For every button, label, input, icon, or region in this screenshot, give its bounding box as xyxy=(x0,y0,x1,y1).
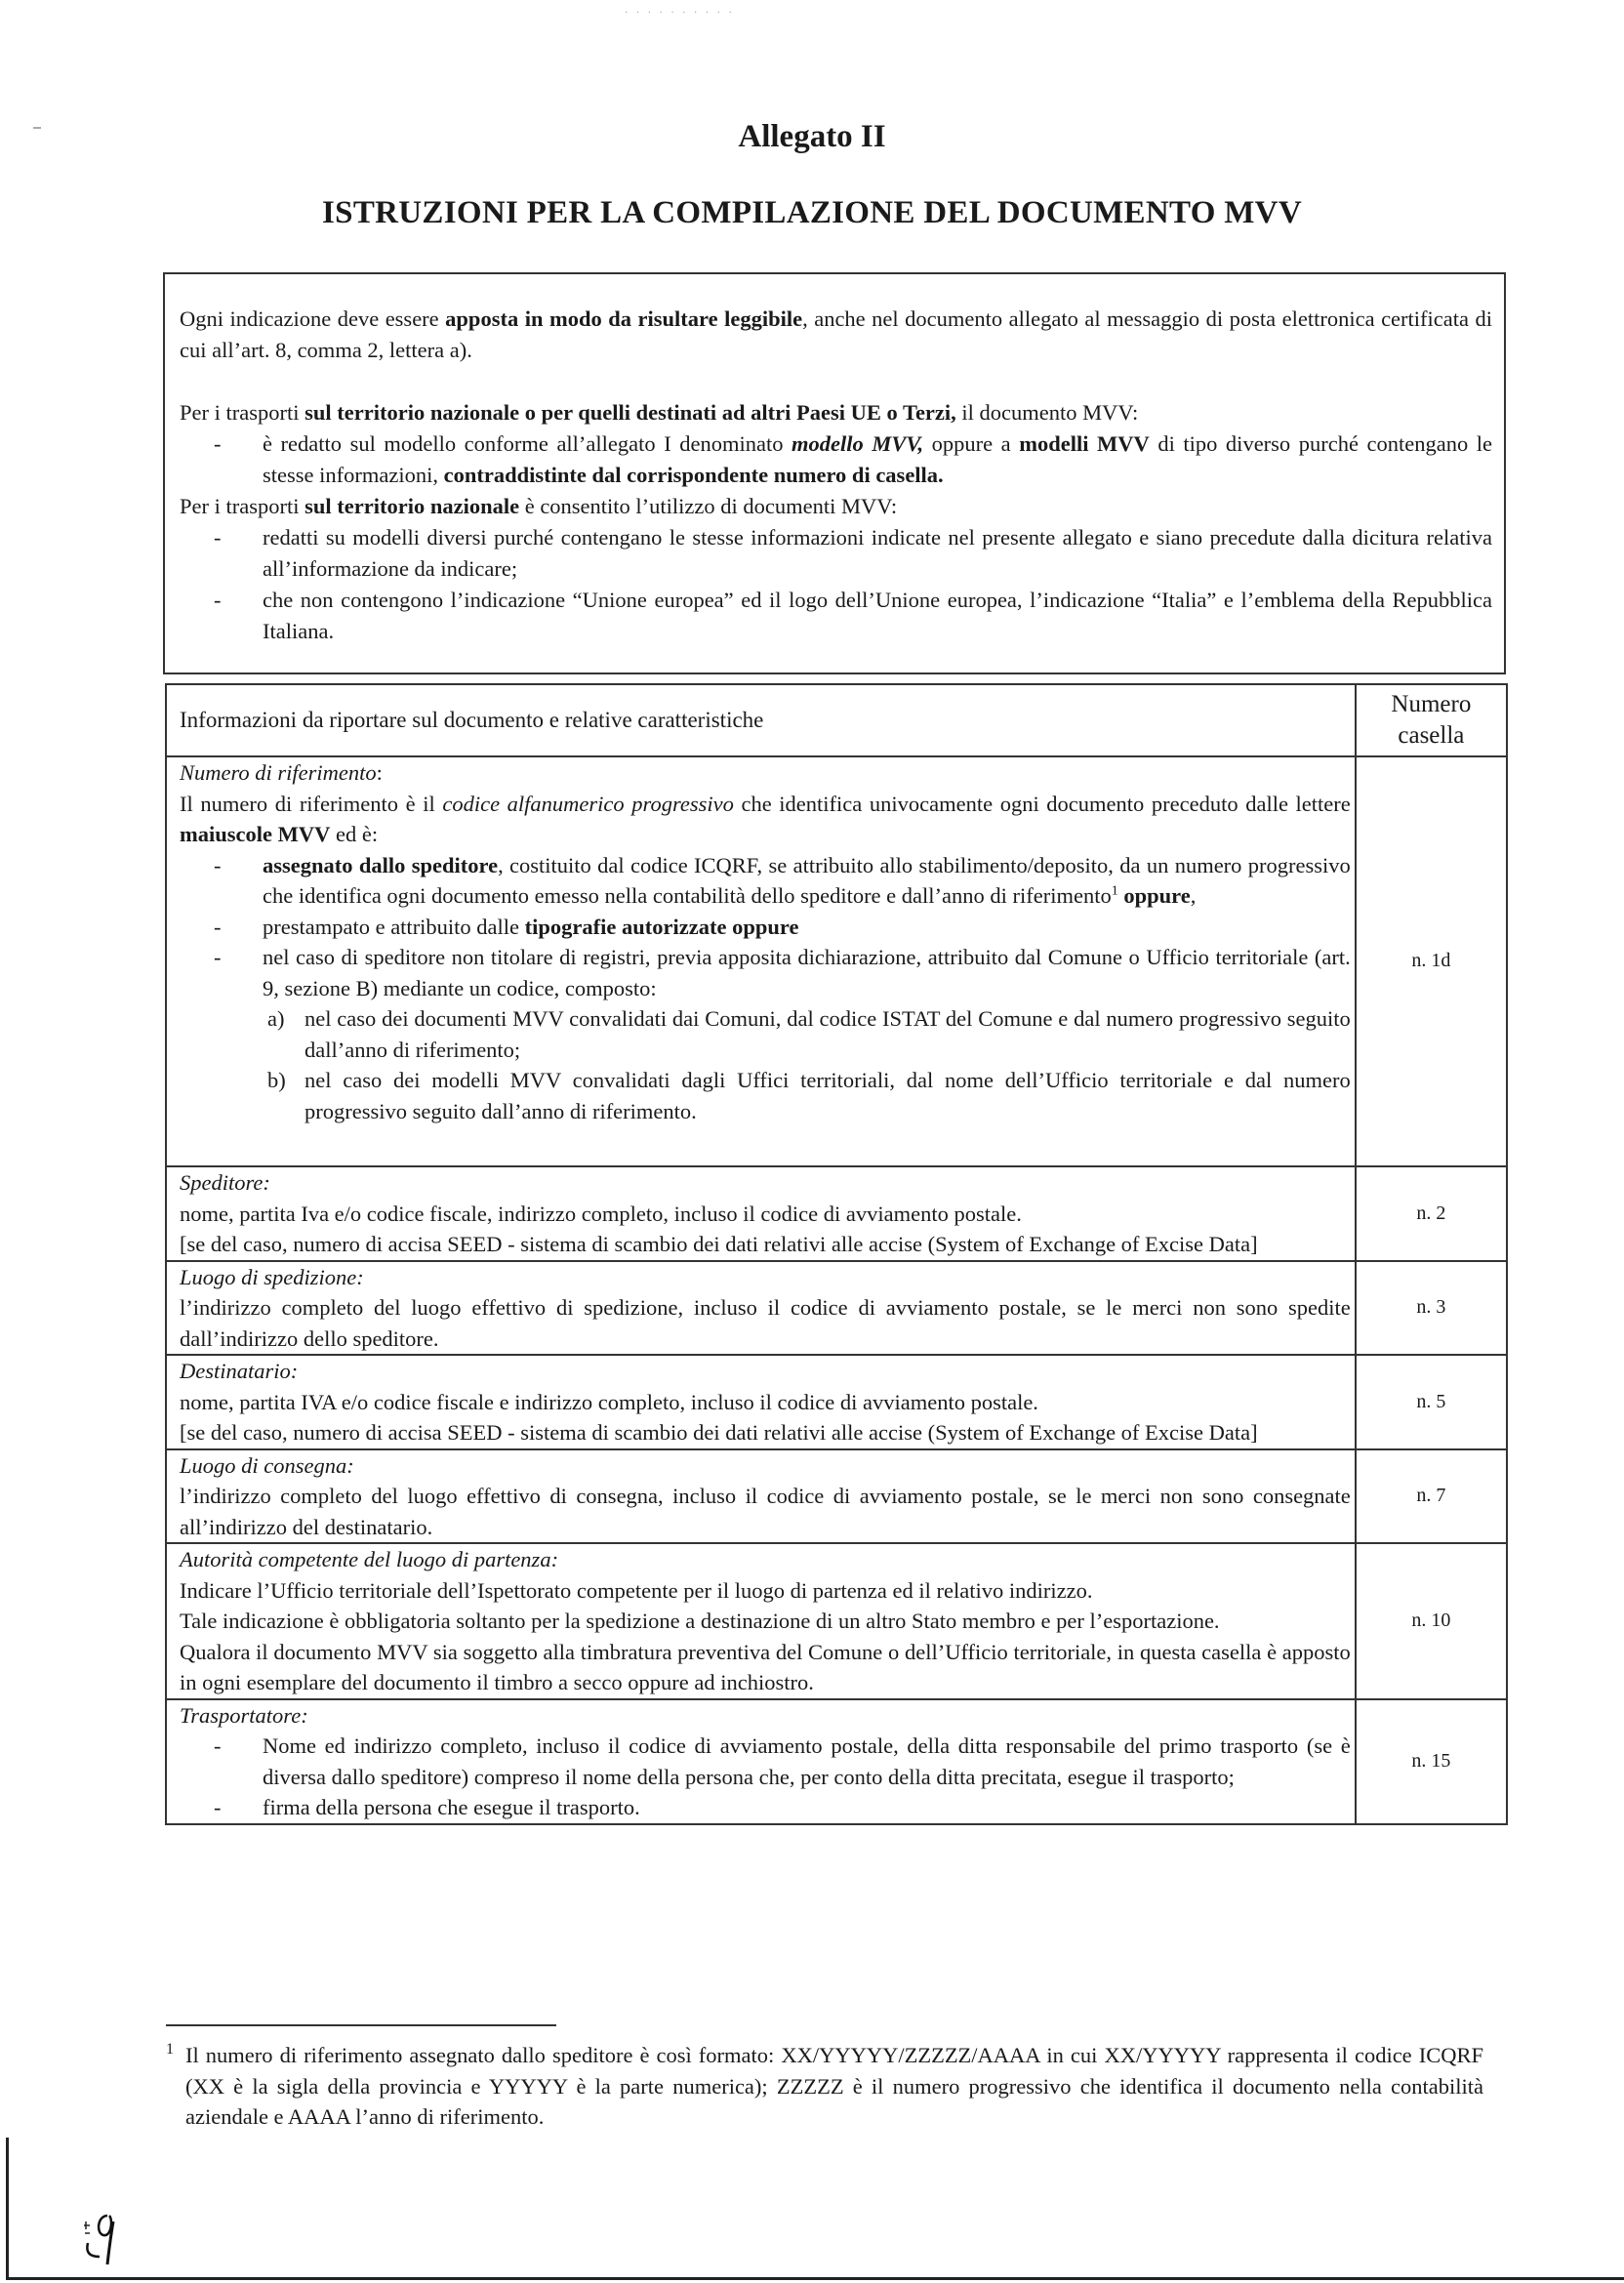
table-row xyxy=(166,1166,1507,1261)
list-item: b) nel caso dei modelli MVV convalidati dagli Uffici territoriali, dal nome dell’Ufficio territoriale e dal numero progressivo seguito dall’anno di riferimento. xyxy=(267,1068,1351,1123)
list-item: - firma della persona che esegue il trasporto. xyxy=(214,1795,640,1819)
list-item: - assegnato dallo speditore, costituito dal codice ICQRF, se attribuito allo stabilimento/deposito, da un numero progressivo che identifica ogni documento emesso nella contabilità dello speditore e dall’anno di riferimento$^1$ oppure, xyxy=(214,852,1351,908)
list-item: - prestampato e attribuito dalle tipografie autorizzate oppure xyxy=(214,914,799,939)
intro-paragraph-legibility: Ogni indicazione deve essere apposta in modo da risultare leggibile, anche nel documento allegato al messaggio di posta elettronica certificata di cui all’art. 8, comma 2, lettera a). xyxy=(180,306,1492,362)
document-title: ISTRUZIONI PER LA COMPILAZIONE DEL DOCUMENTO MVV xyxy=(322,195,1302,230)
scan-artifact-dots: · · · · · · · · · · xyxy=(625,8,735,19)
box-number: n. 2 xyxy=(1356,1166,1507,1261)
list-item: - nel caso di speditore non titolare di registri, previa apposita dichiarazione, attribuito dal Comune o Ufficio territoriale (art. 9, sezione B) mediante un codice, composto: xyxy=(214,945,1351,1000)
list-item: - Nome ed indirizzo completo, incluso il codice di avviamento postale, della ditta responsabile del primo trasporto (se è diversa dallo speditore) compreso il nome della persona che, per conto della ditta precitata, esegue il trasporto; xyxy=(214,1733,1351,1789)
list-item: a) nel caso dei documenti MVV convalidati dai Comuni, dal codice ISTAT del Comune e dal numero progressivo seguito dall’anno di riferimento; xyxy=(267,1006,1351,1062)
list-item: - è redatto sul modello conforme all’allegato I denominato modello MVV, oppure a modelli MVV di tipo diverso purché contengano le stesse informazioni, contraddistinte dal corrispondente numero di casella. xyxy=(214,431,1493,487)
row-description: Numero di riferimento: Il numero di riferimento è il codice alfanumerico progressivo che identifica univocamente ogni documento preceduto dalle lettere maiuscole MVV ed è: - assegnato dallo speditore, costituito dal codice ICQRF, se attribuito allo stabilimento/deposito, da un numero progressivo che identifica ogni documento emesso nella contabilità dello speditore e dall’anno di riferimento$^1$ oppure, - prestampato e attribuito dalle tipografie autorizzate oppure - nel caso di speditore non titolare di registri, previa apposita dichiarazione, attribuito dal Comune o Ufficio territoriale (art. 9, sezione B) mediante un codice, composto: a) nel caso dei documenti MVV convalidati dai Comuni, dal codice ISTAT del Comune e dal numero progressivo seguito dall’anno di riferimento; b) nel caso dei modelli MVV convalidati dagli Uffici territoriali, dal nome dell’Ufficio territoriale e dal numero progressivo seguito dall’anno di riferimento. xyxy=(166,756,1356,1166)
row-description: Autorità competente del luogo di partenza: Indicare l’Ufficio territoriale dell’Ispettorato competente per il luogo di partenza ed il relativo indirizzo. Tale indicazione è obbligatoria soltanto per la spedizione a destinazione di un altro Stato membro e per l’esportazione. Qualora il documento MVV sia soggetto alla timbratura preventiva del Comune o dell’Ufficio territoriale, in questa casella è apposto in ogni esemplare del documento il timbro a secco oppure ad inchiostro. xyxy=(166,1543,1356,1699)
carrier-details-list xyxy=(180,1731,1351,1823)
table-row xyxy=(166,1261,1507,1356)
page-border-bottom xyxy=(6,2277,1624,2280)
page-border-left xyxy=(6,2138,9,2280)
box-number: n. 3 xyxy=(1356,1261,1507,1356)
intro-list-model xyxy=(180,428,1492,491)
code-composition-list xyxy=(180,1003,1351,1126)
row-description: Speditore: nome, partita Iva e/o codice fiscale, indirizzo completo, incluso il codice di avviamento postale. [se del caso, numero di accisa SEED - sistema di scambio dei dati relativi alle accise (System of Exchange of Excise Data] xyxy=(166,1166,1356,1261)
box-number: n. 10 xyxy=(1356,1543,1507,1699)
list-item: - redatti su modelli diversi purché contengano le stesse informazioni indicate nel presente allegato e siano precedute dalla dicitura relativa all’informazione da indicare; xyxy=(214,525,1492,581)
row-description: Luogo di spedizione: l’indirizzo completo del luogo effettivo di spedizione, incluso il codice di avviamento postale, se le merci non sono spedite dall’indirizzo dello speditore. xyxy=(166,1261,1356,1356)
paragraph-spacer xyxy=(180,366,1492,397)
intro-paragraph-national: Per i trasporti sul territorio nazionale è consentito l’utilizzo di documenti MVV: xyxy=(180,494,898,518)
row-description: Luogo di consegna: l’indirizzo completo del luogo effettivo di consegna, incluso il codice di avviamento postale, se le merci non sono consegnate all’indirizzo del destinatario. xyxy=(166,1449,1356,1544)
intro-instructions-box xyxy=(163,272,1506,674)
box-number: n. 5 xyxy=(1356,1355,1507,1449)
column-header-information: Informazioni da riportare sul documento e relative caratteristiche xyxy=(166,684,1356,756)
row-description: Trasportatore: - Nome ed indirizzo completo, incluso il codice di avviamento postale, della ditta responsabile del primo trasporto (se è diversa dallo speditore) compreso il nome della persona che, per conto della ditta precitata, esegue il trasporto; - firma della persona che esegue il trasporto. xyxy=(166,1699,1356,1824)
footnote-mark: 1 xyxy=(166,2041,174,2058)
reference-number-options xyxy=(180,850,1351,1004)
instructions-table xyxy=(165,683,1508,1825)
footnote xyxy=(166,2040,1483,2133)
footnote-reference: 1 xyxy=(1111,883,1118,899)
intro-list-national xyxy=(180,522,1492,647)
footnote-separator xyxy=(166,2024,556,2026)
column-header-box-number: Numero casella xyxy=(1356,684,1507,756)
document-annex-title: Allegato II xyxy=(738,119,886,154)
footnote-text: Il numero di riferimento assegnato dallo speditore è così formato: XX/YYYYY/ZZZZZ/AAAA in cui XX/YYYYY rappresenta il codice ICQRF (XX è la sigla della provincia e YYYYY è la parte numerica); ZZZZZ è il numero progressivo che identifica il documento nella contabilità aziendale e AAAA l’anno di riferimento. xyxy=(185,2043,1483,2129)
table-row xyxy=(166,1543,1507,1699)
box-number: n. 15 xyxy=(1356,1699,1507,1824)
box-number: n. 7 xyxy=(1356,1449,1507,1544)
intro-paragraph-transport-scope: Per i trasporti sul territorio nazionale o per quelli destinati ad altri Paesi UE o Terzi, il documento MVV: xyxy=(180,400,1139,425)
table-row xyxy=(166,1355,1507,1449)
list-item: - che non contengono l’indicazione “Unione europea” ed il logo dell’Unione europea, l’indicazione “Italia” e l’emblema della Repubblica Italiana. xyxy=(214,588,1492,643)
table-row xyxy=(166,756,1507,1166)
handwritten-page-number-icon xyxy=(80,2204,127,2272)
box-number: n. 1d xyxy=(1356,756,1507,1166)
table-row xyxy=(166,1449,1507,1544)
row-description: Destinatario: nome, partita IVA e/o codice fiscale e indirizzo completo, incluso il codice di avviamento postale. [se del caso, numero di accisa SEED - sistema di scambio dei dati relativi alle accise (System of Exchange of Excise Data] xyxy=(166,1355,1356,1449)
table-row xyxy=(166,1699,1507,1824)
table-header-row xyxy=(166,684,1507,756)
